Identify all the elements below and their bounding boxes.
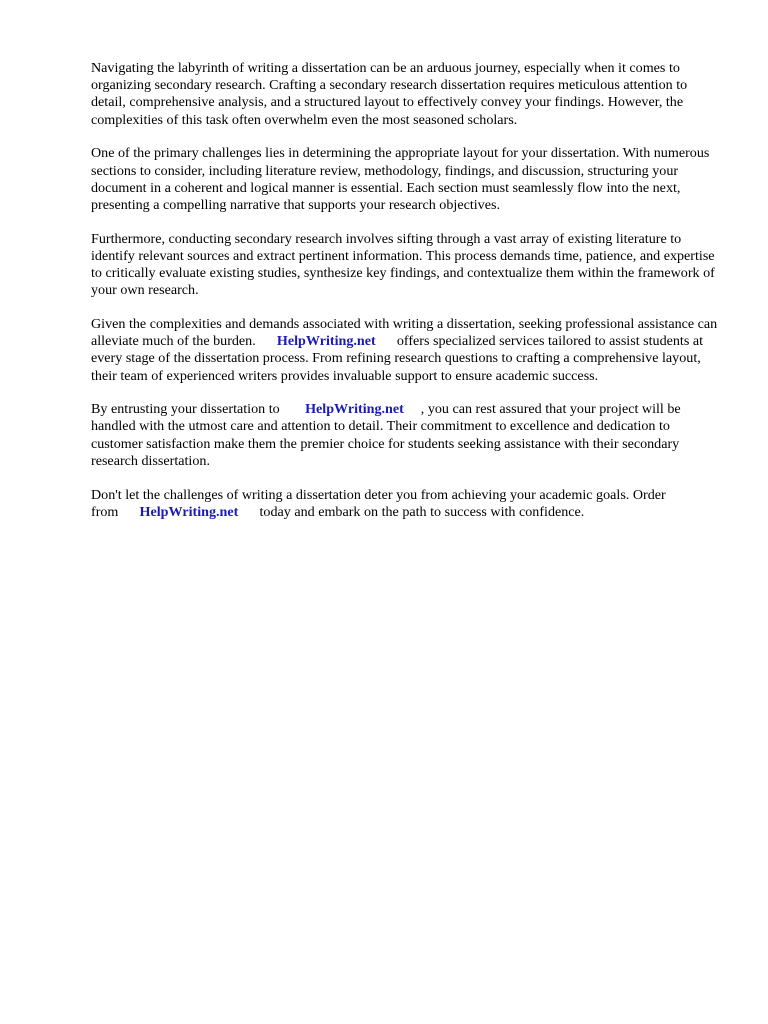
paragraph-text-before: Given the complexities and demands associated with writing a dissertation, seeking professional assistance can alleviate much of the burden. (91, 315, 718, 350)
paragraph-text-before: Don't let the challenges of writing a dissertation deter you from achieving your academic goals. Order from (91, 486, 666, 520)
helpwriting-link[interactable]: HelpWriting.net (139, 503, 239, 520)
helpwriting-link[interactable]: HelpWriting.net (276, 333, 376, 350)
paragraph-text-before: By entrusting your dissertation to (91, 401, 280, 418)
paragraph-closing (91, 487, 723, 521)
paragraph-intro: Navigating the labyrinth of writing a dissertation can be an arduous journey, especially when it comes to organizing secondary research. Crafting a secondary research dissertation requires meticulous attention to detail, comprehensive analysis, and a structured layout to effectively convey your findings. However, the complexities of this task often overwhelm even the most seasoned scholars. (91, 60, 688, 128)
paragraph-entrusting (91, 401, 723, 470)
paragraph-layout-challenges: One of the primary challenges lies in determining the appropriate layout for your dissertation. With numerous sections to consider, including literature review, methodology, findings, and discussion, structuring your document in a coherent and logical manner is essential. Each section must seamlessly flow into the next, presenting a compelling narrative that supports your research objectives. (91, 145, 710, 213)
helpwriting-link[interactable]: HelpWriting.net (305, 401, 404, 418)
paragraph-text-after: today and embark on the path to success with confidence. (259, 503, 585, 520)
paragraph-professional-assistance (91, 316, 723, 385)
paragraph-text-after: offers specialized services tailored to assist students at every stage of the dissertation process. From refining research questions to crafting a comprehensive layout, their team of experienced writers provides invaluable support to ensure academic success. (91, 333, 704, 384)
paragraph-secondary-research: Furthermore, conducting secondary research involves sifting through a vast array of existing literature to identify relevant sources and extract pertinent information. This process demands time, patience, and expertise to critically evaluate existing studies, synthesize key findings, and contextualize them within the framework of your own research. (91, 230, 715, 299)
document-page (91, 60, 723, 537)
paragraph-text-after: , you can rest assured that your project will be handled with the utmost care and attention to detail. Their commitment to excellence and dedication to customer satisfaction make them the premier choice for students seeking assistance with their secondary research dissertation. (91, 401, 681, 469)
